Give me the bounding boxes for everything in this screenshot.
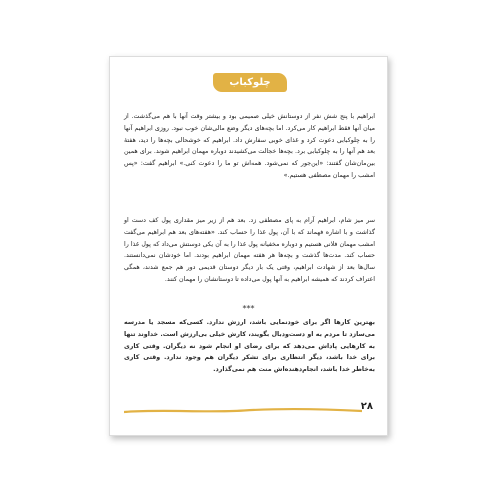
moral-paragraph: بهترین کارها اگر برای خودنمایی باشد، ارزش ندارد. کسی‌که مسجد یا مدرسه می‌سازد تا مردم به او دست‌ودبال بگویند، کارش خیلی بی‌ارزش است. خداوند تنها به کارهایی پاداش می‌دهد که برای رضای او انجام شود نه دیگران. وقتی کاری برای خدا باشد، دیگر انتظاری برای تشکر دیگران هم وجود ندارد. وقتی کاری به‌خاطر خدا باشد، انجام‌دهنده‌اش منت هم نمی‌گذارد. bbox=[124, 319, 375, 374]
chapter-title-badge bbox=[213, 73, 287, 92]
footer-brush-line bbox=[124, 407, 362, 415]
page-number: ۲۸ bbox=[360, 401, 373, 412]
book-page bbox=[109, 56, 388, 436]
paragraph-1: ابراهیم با پنج شش نفر از دوستانش خیلی صمیمی بود و بیشتر وقت آنها با هم می‌گذشت. از میان آنها فقط ابراهیم کار می‌کرد. اما بچه‌های دیگر وضع مالی‌شان خوب نبود. روزی ابراهیم آنها را به چلوکبابی دعوت کرد و غذای خوبی سفارش داد. ابراهیم که خوشحالی بچه‌ها را دید، هفتهٔ بعد هم آنها را به چلوکبابی برد. بچه‌ها خجالت می‌کشیدند دوباره مهمان ابراهیم شوند. برای همین بین‌مان‌شان گفتند: «این‌جور که نمی‌شود. همه‌اش تو ما را دعوت کنی.» ابراهیم گفت: «پس امشب را مهمان مصطفی هستیم.» bbox=[124, 113, 375, 179]
paragraph-2: سر میز شام، ابراهیم آرام به پای مصطفی زد. بعد هم از زیر میز مقداری پول کف دست او گذاشت و با اشاره فهماند که با آن، پول غذا را حساب کند. «هفته‌های بعد هم ابراهیم می‌گفت امشب مهمان فلانی هستیم و دوباره مخفیانه پول غذا را به آن یکی دوستش می‌داد که پول غذا را حساب کند. مدت‌ها گذشت و بچه‌ها هر هفته مهمان ابراهیم بودند. اما خودشان نمی‌دانستند. سال‌ها بعد از شهادت ابراهیم، وقتی یک بار دیگر دوستان قدیمی دور هم جمع شدند، همگی اعتراف کردند که همیشه ابراهیم به آنها پول می‌داده تا دوستانشان را مهمان کنند. bbox=[124, 217, 375, 283]
chapter-title: چلوکباب bbox=[229, 77, 271, 88]
section-separator: *** bbox=[242, 304, 255, 313]
